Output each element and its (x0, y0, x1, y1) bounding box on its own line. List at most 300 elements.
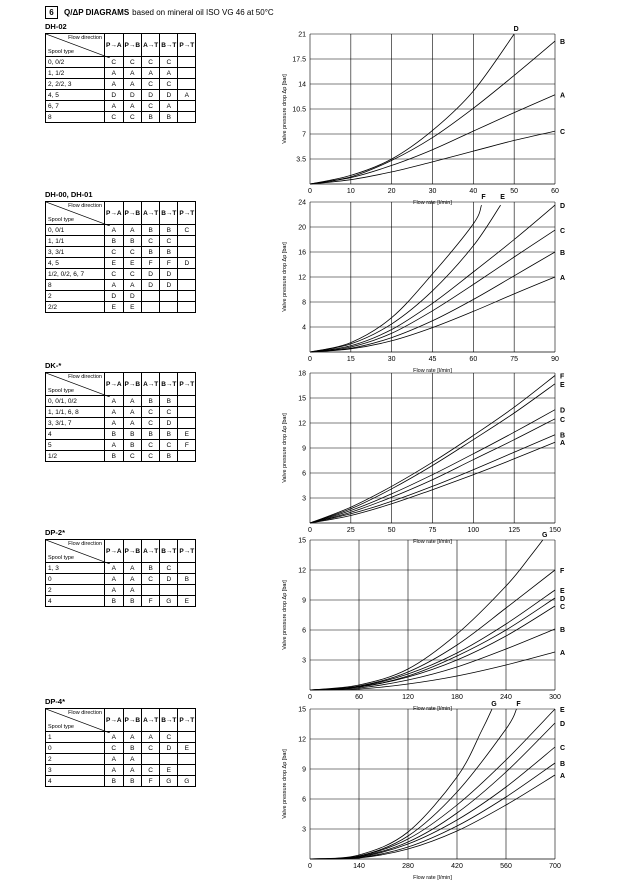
curve-code-cell (178, 280, 196, 291)
curve-code-cell: B (105, 776, 124, 787)
curve-label: D (560, 203, 566, 211)
curve-code-cell: C (123, 247, 142, 258)
x-tick-label: 0 (308, 188, 312, 195)
curve-e (310, 709, 555, 859)
column-header: A→T (142, 373, 160, 396)
curve-code-cell: D (123, 90, 142, 101)
spool-type-label: Spool type (48, 724, 74, 730)
curve-code-cell: D (105, 90, 124, 101)
curve-code-cell: E (123, 258, 142, 269)
y-tick-label: 12 (298, 420, 306, 428)
table-row (46, 776, 196, 787)
column-header: P→B (123, 34, 142, 57)
page-subtitle: based on mineral oil ISO VG 46 at 50°C (132, 7, 274, 17)
flow-direction-label: Flow direction (68, 374, 102, 380)
curve-code-cell: E (160, 765, 178, 776)
column-header: A→T (142, 34, 160, 57)
flow-direction-label: Flow direction (68, 710, 102, 716)
curve-code-cell (178, 396, 196, 407)
pressure-drop-chart (282, 532, 595, 720)
curve-code-cell: D (160, 574, 178, 585)
spool-type-cell: 1, 3 (46, 563, 105, 574)
y-tick-label: 17.5 (292, 56, 306, 64)
curve-code-cell: D (160, 269, 178, 280)
curve-label: B (560, 627, 566, 634)
curve-label: A (560, 92, 566, 100)
curve-code-cell: A (105, 396, 124, 407)
table-row (46, 440, 196, 451)
curve-code-cell: A (123, 101, 142, 112)
column-header: P→T (178, 540, 196, 563)
spool-type-cell: 4 (46, 596, 105, 607)
curve-code-cell: A (123, 407, 142, 418)
y-tick-label: 16 (298, 249, 306, 257)
curve-code-cell: A (105, 101, 124, 112)
spool-type-cell: 5 (46, 440, 105, 451)
x-tick-label: 20 (387, 188, 396, 195)
table-row (46, 291, 196, 302)
curve-code-cell: C (105, 743, 124, 754)
curve-label: D (560, 596, 566, 603)
column-header: P→T (178, 709, 196, 732)
column-header: B→T (160, 373, 178, 396)
spool-type-cell: 2 (46, 585, 105, 596)
curve-code-cell: F (178, 440, 196, 451)
spool-table (45, 201, 196, 313)
curve-code-cell: C (105, 57, 124, 68)
x-tick-label: 0 (308, 694, 312, 701)
curve-code-cell (178, 247, 196, 258)
curve-code-cell: A (123, 396, 142, 407)
x-tick-label: 280 (402, 863, 414, 870)
curve-code-cell: C (123, 112, 142, 123)
curve-code-cell: B (142, 112, 160, 123)
curve-code-cell: A (105, 765, 124, 776)
y-tick-label: 6 (302, 796, 306, 804)
curve-label: B (560, 432, 566, 440)
spool-type-cell: 2/2 (46, 302, 105, 313)
curve-g (310, 709, 492, 859)
x-tick-label: 0 (308, 863, 312, 870)
curve-code-cell: B (160, 225, 178, 236)
x-tick-label: 60 (469, 356, 478, 363)
curve-code-cell (142, 585, 160, 596)
curve-code-cell: D (160, 280, 178, 291)
flow-direction-label: Flow direction (68, 35, 102, 41)
x-tick-label: 0 (308, 356, 312, 363)
curve-code-cell: B (160, 451, 178, 462)
spool-type-cell: 4 (46, 429, 105, 440)
curve-code-cell (142, 754, 160, 765)
curve-code-cell: A (105, 280, 124, 291)
x-tick-label: 75 (428, 527, 437, 534)
x-tick-label: 75 (510, 356, 519, 363)
curve-e (310, 590, 555, 690)
column-header: P→B (123, 709, 142, 732)
spool-type-cell: 8 (46, 112, 105, 123)
x-tick-label: 45 (428, 356, 437, 363)
y-tick-label: 3 (302, 657, 306, 665)
curve-code-cell: B (105, 451, 124, 462)
column-header: P→T (178, 202, 196, 225)
flow-direction-label: Flow direction (68, 203, 102, 209)
curve-code-cell (160, 291, 178, 302)
table-row (46, 451, 196, 462)
x-tick-label: 240 (500, 694, 512, 701)
page-header (45, 5, 274, 19)
curve-label: C (560, 604, 566, 611)
curve-code-cell: A (178, 90, 196, 101)
curve-code-cell: A (105, 418, 124, 429)
column-header: P→A (105, 709, 124, 732)
table-row (46, 429, 196, 440)
curve-code-cell: A (105, 563, 124, 574)
curve-code-cell (178, 407, 196, 418)
curve-code-cell: G (178, 776, 196, 787)
y-tick-label: 21 (298, 31, 306, 39)
spool-type-cell: 6, 7 (46, 101, 105, 112)
curve-code-cell: C (142, 440, 160, 451)
table-row (46, 280, 196, 291)
spool-table (45, 708, 196, 787)
y-tick-label: 4 (302, 324, 306, 332)
x-tick-label: 25 (346, 527, 355, 534)
curve-code-cell (178, 112, 196, 123)
curve-code-cell: C (160, 732, 178, 743)
table-row (46, 407, 196, 418)
curve-code-cell: B (160, 112, 178, 123)
x-tick-label: 150 (549, 527, 561, 534)
curve-label: D (560, 407, 566, 415)
curve-code-cell: C (142, 765, 160, 776)
spool-type-label: Spool type (48, 555, 74, 561)
curve-label: C (560, 416, 566, 424)
curve-code-cell: G (160, 776, 178, 787)
curve-code-cell: B (160, 396, 178, 407)
curve-label: F (481, 194, 486, 201)
y-tick-label: 3 (302, 495, 306, 503)
column-header: P→B (123, 540, 142, 563)
curve-label: C (560, 745, 566, 752)
section-title: DK-* (45, 361, 62, 370)
spool-type-cell: 0, 0/1 (46, 225, 105, 236)
curve-code-cell: C (160, 79, 178, 90)
curve-code-cell: C (142, 57, 160, 68)
curve-code-cell: D (142, 269, 160, 280)
curve-code-cell: A (123, 225, 142, 236)
x-tick-label: 60 (355, 694, 363, 701)
table-row (46, 585, 196, 596)
spool-type-label: Spool type (48, 388, 74, 394)
x-axis-label: Flow rate [l/min] (413, 368, 452, 374)
column-header: A→T (142, 540, 160, 563)
curve-label: A (560, 275, 566, 282)
section-title: DH-00, DH-01 (45, 190, 93, 199)
y-tick-label: 10.5 (292, 106, 306, 114)
curve-code-cell (178, 236, 196, 247)
y-axis-label: Valve pressure drop Δp [bar] (282, 74, 288, 144)
curve-code-cell: C (160, 563, 178, 574)
y-tick-label: 9 (302, 766, 306, 774)
curve-code-cell: A (123, 79, 142, 90)
curve-code-cell: C (123, 269, 142, 280)
curve-code-cell: E (105, 302, 124, 313)
x-tick-label: 700 (549, 863, 561, 870)
y-tick-label: 6 (302, 627, 306, 635)
y-tick-label: 9 (302, 445, 306, 453)
curve-c (310, 606, 555, 690)
y-tick-label: 12 (298, 567, 306, 575)
y-tick-label: 3 (302, 826, 306, 834)
y-tick-label: 14 (298, 81, 306, 89)
table-row (46, 596, 196, 607)
curve-code-cell: C (160, 236, 178, 247)
y-tick-label: 7 (302, 131, 306, 139)
spool-type-cell: 2 (46, 754, 105, 765)
curve-code-cell: A (160, 68, 178, 79)
curve-code-cell (178, 585, 196, 596)
table-row (46, 563, 196, 574)
spool-type-label: Spool type (48, 217, 74, 223)
table-corner-header (46, 202, 105, 225)
curve-code-cell: A (123, 754, 142, 765)
curve-code-cell: B (105, 236, 124, 247)
curve-code-cell (178, 754, 196, 765)
y-tick-label: 6 (302, 470, 306, 478)
column-header: B→T (160, 540, 178, 563)
table-row (46, 396, 196, 407)
x-axis-label: Flow rate [l/min] (413, 706, 452, 712)
spool-type-cell: 3, 3/1 (46, 247, 105, 258)
table-row (46, 247, 196, 258)
curve-code-cell: D (142, 90, 160, 101)
curve-code-cell: F (160, 258, 178, 269)
column-header: P→A (105, 34, 124, 57)
curve-label: A (560, 440, 566, 448)
curve-label: C (560, 228, 566, 236)
curve-code-cell: E (178, 743, 196, 754)
table-row (46, 112, 196, 123)
curve-code-cell: C (105, 112, 124, 123)
table-row (46, 101, 196, 112)
spool-type-cell: 0, 0/2 (46, 57, 105, 68)
curve-code-cell: B (160, 247, 178, 258)
table-row (46, 765, 196, 776)
curve-code-cell: A (123, 574, 142, 585)
curve-code-cell: C (142, 101, 160, 112)
spool-type-label: Spool type (48, 49, 74, 55)
curve-code-cell: A (105, 585, 124, 596)
y-tick-label: 24 (298, 199, 306, 207)
curve-label: G (491, 701, 497, 708)
table-row (46, 418, 196, 429)
curve-label: B (560, 761, 566, 768)
curve-code-cell: A (105, 732, 124, 743)
curve-code-cell: C (178, 225, 196, 236)
curve-code-cell: B (123, 440, 142, 451)
curve-label: D (560, 721, 566, 728)
curve-code-cell: A (105, 440, 124, 451)
curve-code-cell: E (178, 429, 196, 440)
table-row (46, 258, 196, 269)
curve-code-cell: D (123, 291, 142, 302)
table-corner-header (46, 373, 105, 396)
flow-direction-label: Flow direction (68, 541, 102, 547)
y-tick-label: 8 (302, 299, 306, 307)
curve-code-cell: B (123, 429, 142, 440)
curve-label: C (560, 129, 566, 137)
curve-code-cell (178, 765, 196, 776)
curve-code-cell: A (105, 407, 124, 418)
spool-type-cell: 0, 0/1, 0/2 (46, 396, 105, 407)
curve-code-cell: C (105, 247, 124, 258)
curve-code-cell: C (160, 57, 178, 68)
spool-type-cell: 8 (46, 280, 105, 291)
curve-code-cell (178, 57, 196, 68)
curve-code-cell: B (142, 225, 160, 236)
x-tick-label: 60 (551, 188, 559, 195)
x-tick-label: 0 (308, 527, 312, 534)
x-axis-label: Flow rate [l/min] (413, 200, 452, 206)
curve-code-cell: D (160, 90, 178, 101)
curve-code-cell: A (105, 754, 124, 765)
curve-label: B (560, 250, 566, 257)
curve-c (310, 747, 555, 859)
curve-code-cell: B (142, 396, 160, 407)
table-row (46, 574, 196, 585)
table-row (46, 269, 196, 280)
table-corner-header (46, 540, 105, 563)
x-tick-label: 15 (346, 356, 355, 363)
column-header: P→A (105, 540, 124, 563)
pressure-drop-chart (282, 701, 595, 889)
curve-code-cell (160, 754, 178, 765)
curve-label: F (560, 373, 565, 381)
spool-table (45, 33, 196, 123)
spool-type-cell: 0 (46, 743, 105, 754)
curve-code-cell (178, 101, 196, 112)
spool-type-cell: 2 (46, 291, 105, 302)
curve-code-cell: B (142, 429, 160, 440)
curve-code-cell: D (142, 280, 160, 291)
curve-code-cell: B (105, 596, 124, 607)
curve-code-cell: G (160, 596, 178, 607)
spool-type-cell: 1/2 (46, 451, 105, 462)
curve-code-cell: B (123, 743, 142, 754)
curve-code-cell: D (105, 291, 124, 302)
column-header: P→A (105, 202, 124, 225)
x-tick-label: 50 (387, 527, 396, 534)
curve-code-cell: C (142, 418, 160, 429)
y-tick-label: 20 (298, 224, 306, 232)
curve-code-cell (160, 302, 178, 313)
column-header: A→T (142, 709, 160, 732)
spool-table (45, 539, 196, 607)
curve-code-cell: B (123, 236, 142, 247)
column-header: P→B (123, 373, 142, 396)
y-tick-label: 15 (298, 706, 306, 714)
curve-code-cell (178, 302, 196, 313)
curve-code-cell (178, 563, 196, 574)
curve-label: E (560, 588, 565, 595)
curve-code-cell: A (123, 68, 142, 79)
column-header: P→A (105, 373, 124, 396)
spool-type-cell: 1/2, 0/2, 6, 7 (46, 269, 105, 280)
curve-code-cell: C (123, 451, 142, 462)
curve-code-cell: C (160, 440, 178, 451)
curve-code-cell (160, 585, 178, 596)
curve-code-cell: A (160, 101, 178, 112)
column-header: B→T (160, 202, 178, 225)
column-header: B→T (160, 709, 178, 732)
column-header: P→B (123, 202, 142, 225)
curve-code-cell: A (105, 79, 124, 90)
curve-code-cell: A (123, 732, 142, 743)
table-row (46, 57, 196, 68)
curve-code-cell (178, 451, 196, 462)
curve-code-cell: B (142, 563, 160, 574)
spool-type-cell: 3, 3/1, 7 (46, 418, 105, 429)
spool-type-cell: 3 (46, 765, 105, 776)
curve-label: E (500, 194, 505, 201)
table-row (46, 743, 196, 754)
curve-code-cell: B (160, 429, 178, 440)
table-corner-header (46, 34, 105, 57)
curve-label: E (560, 707, 565, 714)
curve-code-cell: C (105, 269, 124, 280)
curve-code-cell (142, 302, 160, 313)
column-header: A→T (142, 202, 160, 225)
curve-label: D (513, 26, 519, 33)
y-tick-label: 3.5 (296, 156, 306, 164)
curve-code-cell: E (105, 258, 124, 269)
spool-table (45, 372, 196, 462)
y-tick-label: 15 (298, 395, 306, 403)
curve-code-cell: C (142, 743, 160, 754)
curve-code-cell: D (160, 743, 178, 754)
table-row (46, 732, 196, 743)
section-title: DP-4* (45, 697, 66, 706)
x-tick-label: 140 (353, 863, 365, 870)
y-axis-label: Valve pressure drop Δp [bar] (282, 749, 288, 819)
curve-code-cell: B (123, 596, 142, 607)
curve-code-cell: A (123, 563, 142, 574)
curve-code-cell: B (142, 247, 160, 258)
x-tick-label: 100 (467, 527, 480, 534)
y-axis-label: Valve pressure drop Δp [bar] (282, 580, 288, 650)
curve-code-cell: A (123, 418, 142, 429)
spool-type-cell: 2, 2/2, 3 (46, 79, 105, 90)
table-row (46, 754, 196, 765)
curve-code-cell: C (142, 451, 160, 462)
spool-type-cell: 4, 5 (46, 90, 105, 101)
curve-a (310, 652, 555, 690)
curve-code-cell: A (105, 68, 124, 79)
curve-label: F (560, 568, 565, 575)
spool-type-cell: 1, 1/1 (46, 236, 105, 247)
spool-type-cell: 1, 1/2 (46, 68, 105, 79)
curve-code-cell: B (178, 574, 196, 585)
table-row (46, 302, 196, 313)
curve-code-cell: A (105, 225, 124, 236)
x-axis-label: Flow rate [l/min] (413, 875, 452, 881)
curve-code-cell (178, 68, 196, 79)
curve-code-cell: B (105, 429, 124, 440)
curve-code-cell (178, 732, 196, 743)
curve-code-cell: F (142, 258, 160, 269)
curve-code-cell: A (142, 68, 160, 79)
curve-code-cell: C (142, 79, 160, 90)
